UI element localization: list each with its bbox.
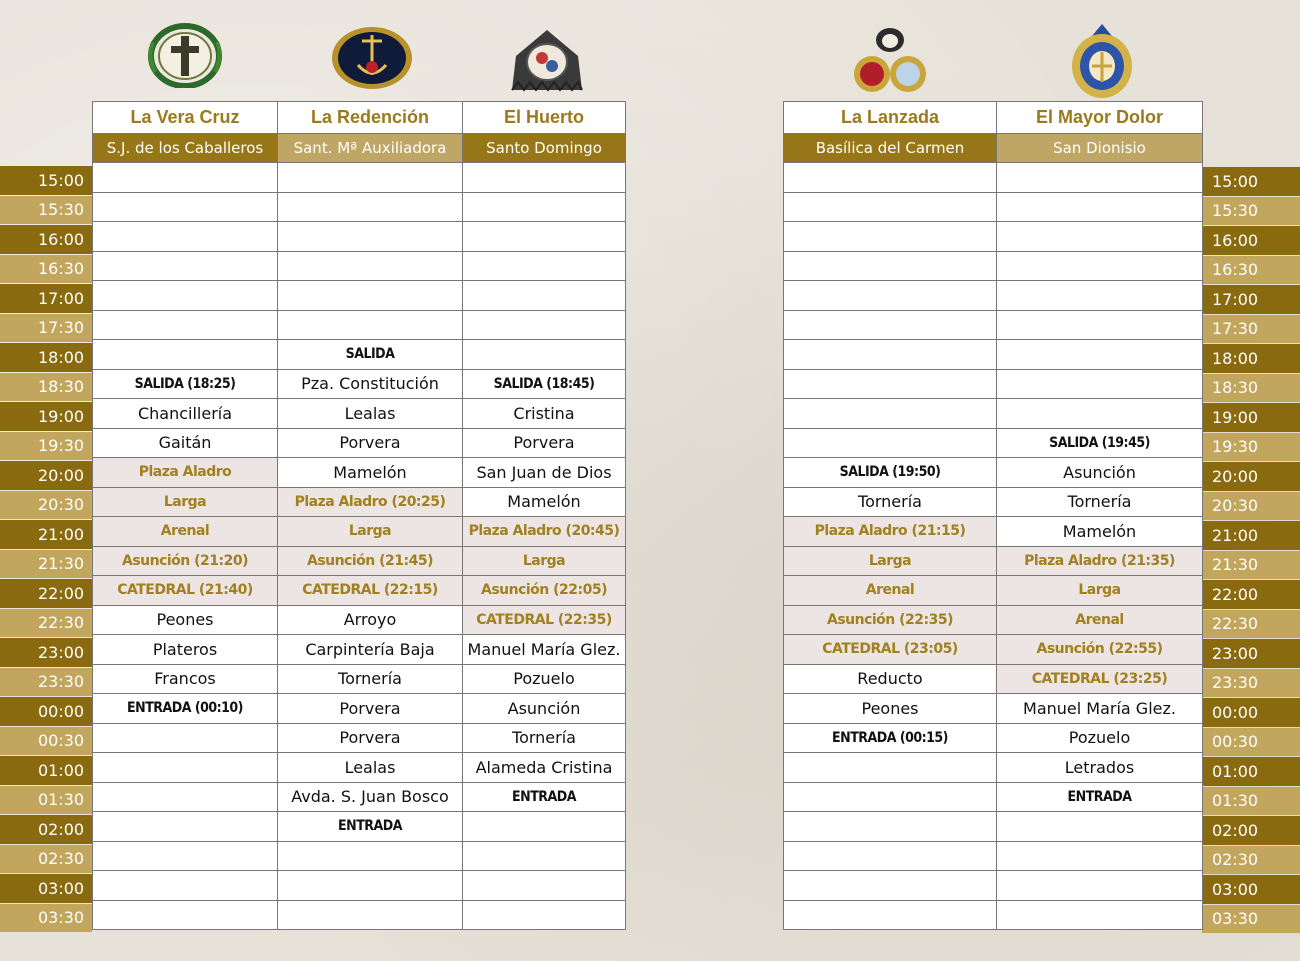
time-slot-label: 21:30 [1202,551,1300,580]
schedule-cell [997,192,1203,222]
table-row [93,369,626,399]
schedule-cell: Larga [278,517,463,547]
time-slot-label: 01:00 [1202,757,1300,786]
schedule-cell [784,871,997,901]
schedule-cell: Avda. S. Juan Bosco [278,782,463,812]
schedule-cell: Francos [93,664,278,694]
time-slot-label: 03:30 [0,904,92,933]
time-slot-label: 19:00 [0,402,92,431]
schedule-cell: Plateros [93,635,278,665]
brotherhood-name: El Huerto [463,102,626,134]
schedule-cell [93,723,278,753]
time-slot-label: 03:00 [1202,875,1300,904]
schedule-cell [463,281,626,311]
schedule-cell [278,163,463,193]
time-slot-label: 15:00 [0,166,92,195]
schedule-cell: Mamelón [997,517,1203,547]
time-slot-label: 00:30 [1202,728,1300,757]
table-row [93,900,626,930]
table-row [93,753,626,783]
table-row [784,369,1203,399]
time-slot-label: 16:00 [1202,226,1300,255]
table-row [784,782,1203,812]
table-row [93,546,626,576]
table-row [784,487,1203,517]
schedule-cell: Peones [784,694,997,724]
table-row [784,222,1203,252]
schedule-cell: Pozuelo [997,723,1203,753]
schedule-cell: CATEDRAL (22:35) [463,605,626,635]
time-slot-label: 20:30 [1202,492,1300,521]
church-name: S.J. de los Caballeros [93,134,278,163]
time-slot-label: 22:30 [0,609,92,638]
schedule-cell: Arenal [997,605,1203,635]
table-row [784,251,1203,281]
schedule-cell [784,399,997,429]
brotherhood-name: La Vera Cruz [93,102,278,134]
table-row [93,723,626,753]
schedule-cell [997,281,1203,311]
schedule-cell [997,163,1203,193]
table-row [784,399,1203,429]
schedule-cell: Arroyo [278,605,463,635]
schedule-cell: Larga [997,576,1203,606]
brotherhood-name: La Lanzada [784,102,997,134]
schedule-cell: Manuel María Glez. [997,694,1203,724]
schedule-cell [463,871,626,901]
time-slot-label: 20:00 [0,461,92,490]
time-slot-label: 18:00 [1202,344,1300,373]
table-row [93,192,626,222]
table-row [93,281,626,311]
schedule-cell: Alameda Cristina [463,753,626,783]
schedule-cell [93,163,278,193]
table-row [784,517,1203,547]
table-row [93,812,626,842]
schedule-cell: Tornería [278,664,463,694]
schedule-cell: Asunción [997,458,1203,488]
table-row [784,340,1203,370]
schedule-cell: CATEDRAL (23:05) [784,635,997,665]
schedule-cell [278,281,463,311]
schedule-cell [463,310,626,340]
schedule-cell [997,399,1203,429]
time-slot-label: 01:30 [1202,787,1300,816]
schedule-cell: Plaza Aladro (20:25) [278,487,463,517]
schedule-cell: SALIDA (18:25) [93,369,278,399]
schedule-cell [278,871,463,901]
time-slot-label: 20:00 [1202,462,1300,491]
schedule-cell: Gaitán [93,428,278,458]
schedule-cell: Porvera [278,694,463,724]
schedule-cell [278,251,463,281]
schedule-cell: Lealas [278,753,463,783]
table-row [93,458,626,488]
table-row [784,310,1203,340]
table-row [93,635,626,665]
time-slot-label: 22:30 [1202,610,1300,639]
time-slot-label: 02:00 [0,815,92,844]
time-slot-label: 23:00 [0,638,92,667]
time-slot-label: 19:00 [1202,403,1300,432]
table-row [784,576,1203,606]
schedule-table-right [783,101,1203,930]
schedule-cell [93,310,278,340]
time-slot-label: 00:30 [0,727,92,756]
brotherhood-name: El Mayor Dolor [997,102,1203,134]
time-slot-label: 21:30 [0,550,92,579]
schedule-cell: Asunción [463,694,626,724]
schedule-cell [93,281,278,311]
time-slot-label: 00:00 [0,697,92,726]
schedule-cell: ENTRADA (00:15) [784,723,997,753]
brotherhood-name: La Redención [278,102,463,134]
schedule-cell: Lealas [278,399,463,429]
schedule-cell: Arenal [784,576,997,606]
schedule-cell [997,222,1203,252]
schedule-cell: Pozuelo [463,664,626,694]
table-row [784,163,1203,193]
schedule-cell [278,192,463,222]
schedule-cell [784,782,997,812]
church-name: Sant. Mª Auxiliadora [278,134,463,163]
time-slot-label: 02:30 [1202,846,1300,875]
schedule-cell [93,222,278,252]
table-row [93,310,626,340]
schedule-cell: Arenal [93,517,278,547]
schedule-cell [997,900,1203,930]
schedule-cell [997,812,1203,842]
schedule-cell [784,841,997,871]
table-row [784,812,1203,842]
time-slot-label: 16:00 [0,225,92,254]
schedule-cell: Asunción (22:55) [997,635,1203,665]
mayor-dolor-emblem-icon [1064,22,1140,102]
schedule-cell [997,871,1203,901]
schedule-cell [997,340,1203,370]
time-slot-label: 18:00 [0,343,92,372]
table-row [784,723,1203,753]
schedule-cell: Porvera [463,428,626,458]
schedule-cell: Letrados [997,753,1203,783]
time-slot-label: 23:30 [0,668,92,697]
time-slot-label: 16:30 [1202,256,1300,285]
schedule-cell: Asunción (22:35) [784,605,997,635]
schedule-cell [93,812,278,842]
schedule-cell: ENTRADA (00:10) [93,694,278,724]
schedule-cell: SALIDA (19:45) [997,428,1203,458]
schedule-cell [784,281,997,311]
huerto-emblem-icon [504,26,590,94]
table-row [93,841,626,871]
table-row [784,605,1203,635]
table-row [93,222,626,252]
table-row [784,664,1203,694]
time-slot-label: 17:00 [0,284,92,313]
church-name: Santo Domingo [463,134,626,163]
schedule-cell: Plaza Aladro (21:35) [997,546,1203,576]
schedule-cell: Larga [463,546,626,576]
schedule-cell: Tornería [784,487,997,517]
schedule-cell [278,222,463,252]
time-slot-label: 16:30 [0,255,92,284]
schedule-cell [784,251,997,281]
schedule-cell [93,841,278,871]
time-slot-label: 17:30 [0,314,92,343]
time-slot-label: 22:00 [0,579,92,608]
table-row [93,782,626,812]
time-slot-label: 01:30 [0,786,92,815]
vera-cruz-emblem-icon [143,22,227,88]
schedule-cell: ENTRADA [278,812,463,842]
table-row [784,458,1203,488]
schedule-cell [93,340,278,370]
time-slot-label: 17:30 [1202,315,1300,344]
schedule-cell: SALIDA (18:45) [463,369,626,399]
schedule-cell [784,340,997,370]
schedule-cell: Peones [93,605,278,635]
schedule-cell: Tornería [463,723,626,753]
time-slot-label: 19:30 [0,432,92,461]
schedule-cell: Carpintería Baja [278,635,463,665]
schedule-cell [463,163,626,193]
time-slot-label: 23:00 [1202,639,1300,668]
schedule-table-left [92,101,626,930]
schedule-cell [463,812,626,842]
schedule-cell [784,900,997,930]
table-row [784,546,1203,576]
schedule-cell: SALIDA [278,340,463,370]
table-row [93,694,626,724]
table-row [784,428,1203,458]
time-slot-label: 22:00 [1202,580,1300,609]
table-row [93,340,626,370]
schedule-cell: Mamelón [463,487,626,517]
schedule-cell [463,222,626,252]
table-row [93,163,626,193]
table-row [93,251,626,281]
church-name: San Dionisio [997,134,1203,163]
time-slot-label: 21:00 [1202,521,1300,550]
schedule-cell [278,900,463,930]
schedule-cell [463,340,626,370]
schedule-cell: Asunción (21:45) [278,546,463,576]
time-slot-label: 21:00 [0,520,92,549]
schedule-cell: Porvera [278,723,463,753]
schedule-cell: Plaza Aladro (21:15) [784,517,997,547]
schedule-cell [784,753,997,783]
schedule-cell: Larga [784,546,997,576]
time-slot-label: 23:30 [1202,669,1300,698]
schedule-cell [463,192,626,222]
schedule-cell: Mamelón [278,458,463,488]
schedule-cell: Larga [93,487,278,517]
schedule-cell [997,251,1203,281]
time-slot-label: 02:30 [0,845,92,874]
schedule-cell: Pza. Constitución [278,369,463,399]
time-slot-label: 18:30 [0,373,92,402]
table-row [784,871,1203,901]
schedule-cell [93,251,278,281]
table-row [93,605,626,635]
schedule-cell: Porvera [278,428,463,458]
schedule-cell: ENTRADA [463,782,626,812]
time-slot-label: 03:30 [1202,905,1300,934]
time-slot-label: 02:00 [1202,816,1300,845]
schedule-cell: Manuel María Glez. [463,635,626,665]
time-slot-label: 15:30 [0,196,92,225]
time-slot-label: 00:00 [1202,698,1300,727]
table-row [784,192,1203,222]
schedule-cell [93,192,278,222]
schedule-cell: Asunción (21:20) [93,546,278,576]
schedule-cell: San Juan de Dios [463,458,626,488]
table-row [784,900,1203,930]
schedule-cell: ENTRADA [997,782,1203,812]
lanzada-emblem-icon [848,22,932,98]
schedule-cell: CATEDRAL (23:25) [997,664,1203,694]
time-slot-label: 20:30 [0,491,92,520]
table-row [93,871,626,901]
schedule-cell [997,310,1203,340]
schedule-cell [784,222,997,252]
table-row [784,281,1203,311]
schedule-cell [463,900,626,930]
schedule-cell: CATEDRAL (21:40) [93,576,278,606]
schedule-cell: Tornería [997,487,1203,517]
time-slot-label: 03:00 [0,874,92,903]
table-row [784,841,1203,871]
schedule-cell [93,871,278,901]
schedule-cell [463,251,626,281]
schedule-cell: CATEDRAL (22:15) [278,576,463,606]
schedule-cell [278,310,463,340]
schedule-cell [463,841,626,871]
schedule-cell [784,428,997,458]
time-slot-label: 15:30 [1202,197,1300,226]
schedule-cell [997,841,1203,871]
time-slot-label: 01:00 [0,756,92,785]
redencion-emblem-icon [330,25,414,91]
church-name: Basílica del Carmen [784,134,997,163]
schedule-cell: SALIDA (19:50) [784,458,997,488]
schedule-cell [278,841,463,871]
schedule-cell [93,900,278,930]
schedule-cell: Chancillería [93,399,278,429]
schedule-cell [93,782,278,812]
table-row [93,664,626,694]
schedule-cell [997,369,1203,399]
time-slot-label: 18:30 [1202,374,1300,403]
table-row [784,694,1203,724]
table-row [93,428,626,458]
table-row [93,399,626,429]
table-row [93,576,626,606]
schedule-cell [784,369,997,399]
time-slot-label: 19:30 [1202,433,1300,462]
time-slot-label: 15:00 [1202,167,1300,196]
schedule-cell: Reducto [784,664,997,694]
schedule-cell [784,163,997,193]
schedule-cell: Asunción (22:05) [463,576,626,606]
schedule-cell [784,310,997,340]
table-row [93,517,626,547]
table-row [93,487,626,517]
schedule-cell [784,812,997,842]
schedule-cell: Cristina [463,399,626,429]
schedule-cell: Plaza Aladro [93,458,278,488]
table-row [784,753,1203,783]
schedule-cell [93,753,278,783]
table-row [784,635,1203,665]
schedule-cell: Plaza Aladro (20:45) [463,517,626,547]
schedule-cell [784,192,997,222]
time-slot-label: 17:00 [1202,285,1300,314]
